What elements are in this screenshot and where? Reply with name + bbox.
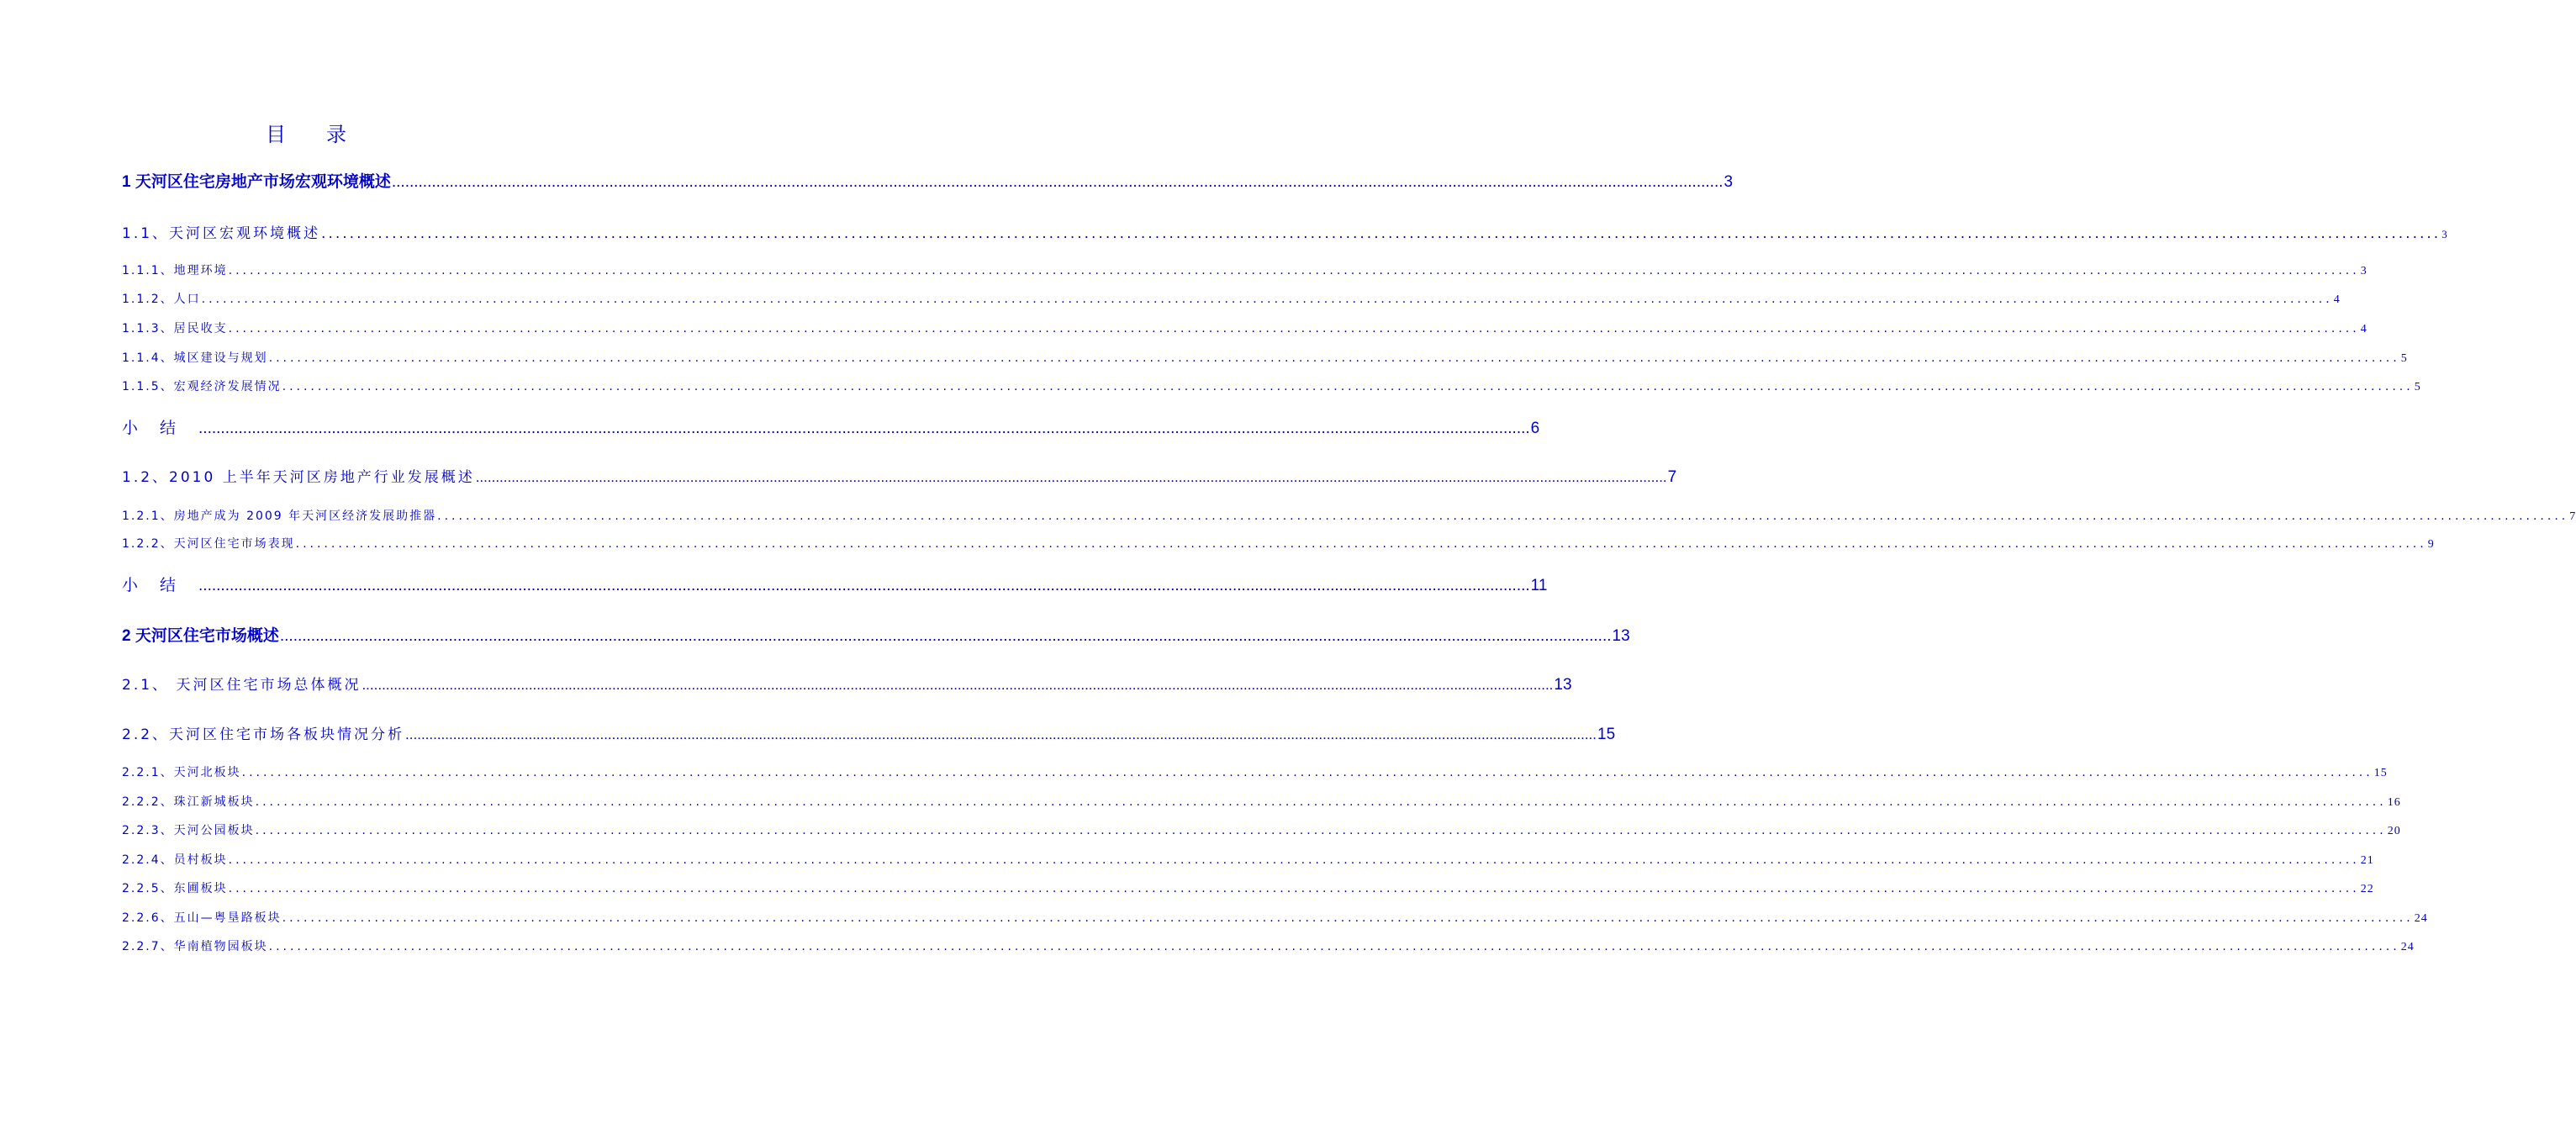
toc-leader-dots: ............................................................................................................................................................................................................................................................................................................: [268, 940, 2400, 953]
toc-entry[interactable]: [122, 722, 1616, 744]
toc-leader-dots: ............................................................................................................................................................................................................................................................................................................: [228, 853, 2360, 867]
toc-leader-dots: ............................................................................................................................................................................................................................................................................................................: [362, 677, 1554, 693]
toc-entry[interactable]: [122, 378, 2421, 394]
toc-entry-page: 3: [2360, 265, 2367, 277]
toc-entry[interactable]: [122, 851, 2374, 868]
toc-leader-dots: ............................................................................................................................................................................................................................................................................................................: [228, 882, 2360, 895]
toc-leader-dots: ............................................................................................................................................................................................................................................................................................................: [228, 322, 2360, 335]
toc-entry-page: 15: [2373, 767, 2388, 779]
toc-entry-label: 1.1.3、居民收支: [122, 322, 228, 335]
toc-entry[interactable]: [122, 821, 2401, 838]
toc-entry-page: 4: [2360, 323, 2367, 335]
toc-entry[interactable]: [122, 673, 1572, 694]
toc-entry-page: 20: [2387, 825, 2401, 837]
toc-leader-dots: ............................................................................................................................................................................................................................................................................................................: [475, 469, 1667, 485]
toc-leader-dots: ............................................................................................................................................................................................................................................................................................................: [295, 537, 2427, 551]
toc-entry-label: 2.2.3、天河公园板块: [122, 824, 255, 837]
toc-entry[interactable]: [122, 623, 1630, 646]
toc-entry[interactable]: [122, 793, 2401, 810]
toc-entry-page: 4: [2333, 293, 2341, 306]
toc-entry[interactable]: [122, 319, 2367, 336]
toc-entry-page: 24: [2414, 912, 2428, 925]
toc-entry-label: 1.1.5、宏观经济发展情况: [122, 380, 282, 393]
toc-entry[interactable]: [122, 169, 1734, 192]
toc-entry-label: 1.2.1、房地产成为 2009 年天河区经济发展助推器: [122, 510, 437, 523]
toc-entry-page: 13: [1612, 627, 1630, 645]
toc-entry-page: 5: [2414, 381, 2421, 393]
toc-entry-label: 1.1、天河区宏观环境概述: [122, 225, 321, 242]
toc-leader-dots: ............................................................................................................................................................................................................................................................................................................: [201, 293, 2333, 306]
toc-entry-page: 9: [2427, 538, 2435, 551]
toc-entry-page: 7: [2569, 510, 2576, 523]
toc-entry-page: 3: [1723, 173, 1734, 191]
toc-entry-page: 22: [2360, 883, 2374, 895]
toc-leader-dots: ............................................................................................................................................................................................................................................................................................................: [198, 577, 1530, 594]
toc-entry-page: 5: [2400, 352, 2408, 365]
toc-leader-dots: ............................................................................................................................................................................................................................................................................................................: [241, 766, 2373, 779]
toc-entry-label: 1.1.1、地理环境: [122, 264, 228, 277]
toc-entry[interactable]: [122, 573, 1548, 595]
toc-entry-page: 7: [1667, 468, 1677, 486]
toc-leader-dots: ............................................................................................................................................................................................................................................................................................................: [321, 225, 2441, 242]
toc-title: [0, 118, 614, 147]
toc-entry-label: 2.2.4、员村板块: [122, 853, 228, 867]
toc-entry-page: 21: [2360, 854, 2374, 867]
toc-entry[interactable]: [122, 507, 2576, 524]
toc-entry-label: 2.2.1、天河北板块: [122, 766, 241, 779]
toc-entry-label: 小结: [122, 419, 198, 437]
toc-leader-dots: ............................................................................................................................................................................................................................................................................................................: [279, 627, 1612, 645]
toc-entry-label: 1.2.2、天河区住宅市场表现: [122, 537, 295, 551]
toc-title-char-1: 目: [266, 123, 288, 146]
toc-entry-page: 6: [1530, 420, 1540, 437]
toc-title-char-2: 录: [326, 123, 348, 146]
toc-entry[interactable]: [122, 415, 1540, 438]
toc-entry-label: 2.2.5、东圃板块: [122, 882, 228, 895]
toc-entry[interactable]: [122, 879, 2374, 896]
toc-leader-dots: ............................................................................................................................................................................................................................................................................................................: [437, 510, 2569, 523]
toc-leader-dots: ............................................................................................................................................................................................................................................................................................................: [391, 173, 1723, 191]
toc-entry[interactable]: [122, 763, 2388, 780]
toc-entry[interactable]: [122, 909, 2428, 926]
toc-entry-page: 16: [2387, 796, 2401, 809]
toc-entry[interactable]: [122, 261, 2367, 278]
toc-entry-page: 3: [2441, 228, 2448, 240]
toc-entry-page: 13: [1554, 676, 1572, 694]
toc-entry[interactable]: [122, 221, 2448, 242]
toc-entry-label: 1.1.2、人口: [122, 293, 201, 306]
toc-entry[interactable]: [122, 535, 2435, 552]
toc-entry[interactable]: [122, 937, 2415, 954]
toc-entry-label: 2.2.2、珠江新城板块: [122, 795, 255, 809]
toc-leader-dots: ............................................................................................................................................................................................................................................................................................................: [198, 420, 1530, 437]
toc-entry-label: 2.2、天河区住宅市场各板块情况分析: [122, 726, 405, 743]
toc-entry[interactable]: [122, 349, 2408, 366]
toc-entry-label: 2 天河区住宅市场概述: [122, 627, 279, 645]
toc-entry-page: 15: [1597, 726, 1616, 743]
toc-entry-label: 小结: [122, 576, 198, 594]
toc-entry-label: 2.2.6、五山—粤垦路板块: [122, 911, 282, 925]
toc-leader-dots: ............................................................................................................................................................................................................................................................................................................: [282, 911, 2414, 925]
toc-leader-dots: ............................................................................................................................................................................................................................................................................................................: [255, 824, 2387, 837]
toc-entry-page: 24: [2400, 941, 2415, 953]
toc-leader-dots: ............................................................................................................................................................................................................................................................................................................: [405, 726, 1597, 742]
toc-leader-dots: ............................................................................................................................................................................................................................................................................................................: [268, 351, 2400, 365]
toc-entry-label: 1 天河区住宅房地产市场宏观环境概述: [122, 173, 391, 191]
toc-leader-dots: ............................................................................................................................................................................................................................................................................................................: [282, 380, 2414, 393]
toc-entry[interactable]: [122, 290, 2341, 307]
toc-entry-label: 1.2、2010 上半年天河区房地产行业发展概述: [122, 469, 475, 486]
toc-entry-page: 11: [1530, 577, 1548, 594]
toc-entry-label: 2.2.7、华南植物园板块: [122, 940, 268, 953]
toc-entry[interactable]: [122, 465, 1677, 487]
toc-leader-dots: ............................................................................................................................................................................................................................................................................................................: [255, 795, 2387, 809]
toc-leader-dots: ............................................................................................................................................................................................................................................................................................................: [228, 264, 2360, 277]
toc-entry-label: 2.1、 天河区住宅市场总体概况: [122, 677, 362, 694]
toc-entry-label: 1.1.4、城区建设与规划: [122, 351, 268, 365]
